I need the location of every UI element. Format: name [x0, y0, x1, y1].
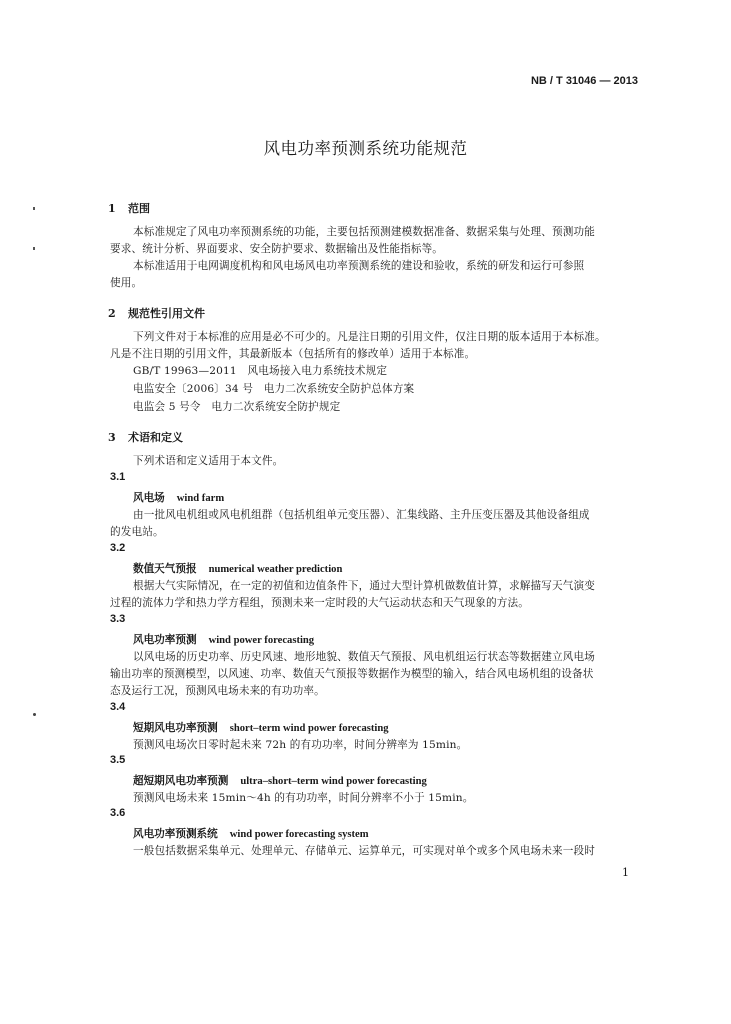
- term-en: wind power forecasting: [208, 635, 315, 646]
- section-number: 3: [108, 431, 116, 444]
- page-number: 1: [622, 866, 629, 879]
- paragraph-line: 使用。: [110, 277, 143, 289]
- paragraph-line: 下列术语和定义适用于本文件。: [133, 455, 284, 467]
- term-cn: 风电场: [133, 492, 165, 504]
- paragraph-line: 本标准规定了风电功率预测系统的功能，主要包括预测建模数据准备、数据采集与处理、预测功能: [133, 226, 595, 238]
- term-number: 3.1: [110, 471, 126, 483]
- scan-mark: [33, 713, 36, 716]
- definition-line: 以风电场的历史功率、历史风速、地形地貌、数值天气预报、风电机组运行状态等数据建立风电场: [133, 651, 595, 663]
- reference-item: 电监安全〔2006〕34 号 电力二次系统安全防护总体方案: [133, 383, 415, 395]
- section-title: 范围: [128, 202, 150, 215]
- reference-item: GB/T 19963—2011 风电场接入电力系统技术规定: [133, 365, 388, 377]
- paragraph-line: 凡是不注日期的引用文件，其最新版本（包括所有的修改单）适用于本标准。: [110, 348, 476, 360]
- term-number: 3.3: [110, 613, 126, 625]
- definition-line: 预测风电场次日零时起未来 72h 的有功功率，时间分辨率为 15min。: [133, 739, 468, 751]
- definition-line: 预测风电场未来 15min～4h 的有功功率，时间分辨率不小于 15min。: [133, 792, 474, 804]
- section-3-heading: [108, 429, 183, 445]
- term-en: wind power forecasting system: [229, 829, 369, 840]
- definition-line: 根据大气实际情况，在一定的初值和边值条件下，通过大型计算机做数值计算，求解描写天气演变: [133, 580, 595, 592]
- section-title: 术语和定义: [128, 431, 183, 444]
- term-number: 3.4: [110, 701, 126, 713]
- section-number: 2: [108, 307, 116, 320]
- paragraph-line: 本标准适用于电网调度机构和风电场风电功率预测系统的建设和验收，系统的研发和运行可参照: [133, 260, 585, 272]
- paragraph-line: 要求、统计分析、界面要求、安全防护要求、数据输出及性能指标等。: [110, 243, 444, 255]
- term-heading: [133, 632, 314, 647]
- term-number: 3.2: [110, 542, 126, 554]
- standard-number: NB / T 31046 — 2013: [530, 75, 638, 87]
- scan-mark: [33, 207, 35, 210]
- definition-line: 过程的流体力学和热力学方程组，预测未来一定时段的大气运动状态和天气现象的方法。: [110, 597, 530, 609]
- term-cn: 短期风电功率预测: [133, 722, 218, 734]
- scan-mark: [33, 247, 35, 250]
- term-cn: 风电功率预测: [133, 634, 197, 646]
- definition-line: 输出功率的预测模型，以风速、功率、数值天气预报等数据作为模型的输入，结合风电场机组的设备状: [110, 668, 594, 680]
- definition-line: 由一批风电机组或风电机组群（包括机组单元变压器）、汇集线路、主升压变压器及其他设备组成: [133, 509, 590, 521]
- term-cn: 超短期风电功率预测: [133, 775, 229, 787]
- term-number: 3.6: [110, 807, 126, 819]
- term-en: ultra–short–term wind power forecasting: [240, 776, 427, 787]
- definition-line: 一般包括数据采集单元、处理单元、存储单元、运算单元，可实现对单个或多个风电场未来一段时: [133, 845, 595, 857]
- reference-item: 电监会 5 号令 电力二次系统安全防护规定: [133, 401, 341, 413]
- document-title: 风电功率预测系统功能规范: [263, 139, 468, 158]
- section-number: 1: [108, 202, 116, 215]
- paragraph-line: 下列文件对于本标准的应用是必不可少的。凡是注日期的引用文件，仅注日期的版本适用于本标准。: [133, 331, 606, 343]
- term-heading: [133, 561, 342, 576]
- term-cn: 数值天气预报: [133, 563, 197, 575]
- section-title: 规范性引用文件: [128, 307, 205, 320]
- definition-line: 的发电站。: [110, 526, 164, 538]
- definition-line: 态及运行工况，预测风电场未来的有功功率。: [110, 685, 325, 697]
- term-heading: [133, 720, 389, 735]
- term-en: numerical weather prediction: [208, 564, 343, 575]
- term-heading: [133, 490, 224, 505]
- section-2-heading: [108, 305, 205, 321]
- section-1-heading: [108, 200, 150, 216]
- term-cn: 风电功率预测系统: [133, 828, 218, 840]
- term-heading: [133, 773, 427, 788]
- term-number: 3.5: [110, 754, 126, 766]
- term-en: wind farm: [176, 493, 225, 504]
- term-en: short–term wind power forecasting: [229, 723, 389, 734]
- term-heading: [133, 826, 369, 841]
